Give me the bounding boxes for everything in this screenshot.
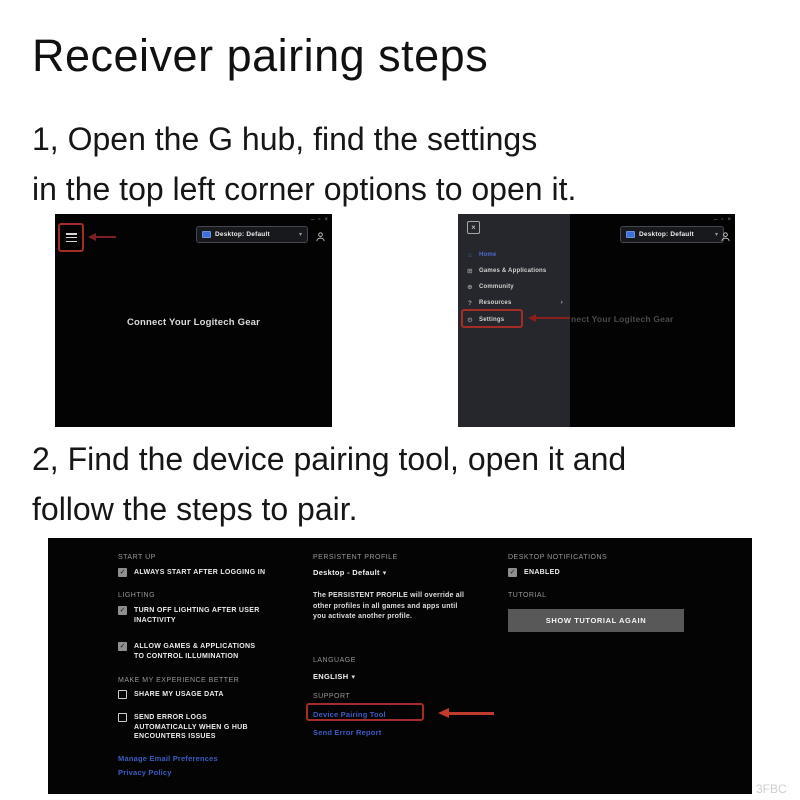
section-header-lighting: LIGHTING [118,592,156,599]
close-menu-icon[interactable]: × [467,221,480,234]
section-header-language: LANGUAGE [313,657,356,664]
ghub-settings-screenshot [48,538,752,794]
annotation-box-settings [461,309,523,328]
chevron-down-icon: ▾ [298,232,302,238]
annotation-box-menu [58,223,84,252]
persistent-profile-note: The PERSISTENT PROFILE will override all other profiles in all games and apps until you activate another profile. [313,592,465,620]
ghub-menu-screenshot [458,214,735,427]
maximize-icon[interactable]: ▫ [721,217,724,223]
window-controls [311,216,328,224]
menu-item-community[interactable] [458,279,570,295]
home-icon: ⌂ [467,251,473,259]
checkbox-send-error-logs[interactable]: SEND ERROR LOGS AUTOMATICALLY WHEN G HUB ENCOUNTERS ISSUES [118,713,262,742]
checkbox-icon[interactable]: ✓ [509,569,516,576]
gear-icon: ⚙ [466,317,474,324]
connect-gear-text-dimmed: nect Your Logitech Gear [571,314,674,324]
chevron-down-icon: ▾ [714,232,718,238]
step1-line1: 1, Open the G hub, find the settings [32,121,538,157]
close-icon[interactable]: × [324,217,328,223]
checkbox-always-start[interactable]: ✓ ALWAYS START AFTER LOGGING IN [119,569,266,576]
checkbox-icon[interactable] [118,713,127,722]
step1-line2: in the top left corner options to open it. [32,171,577,207]
watermark-text: 3FBC [756,782,787,796]
section-header-experience: MAKE MY EXPERIENCE BETTER [118,677,240,684]
user-avatar-icon[interactable] [720,229,731,247]
ghub-home-screenshot [55,214,332,427]
persistent-profile-dropdown[interactable]: Desktop - Default ▾ [313,568,387,577]
window-controls [714,216,731,224]
user-avatar-icon[interactable] [315,229,326,247]
maximize-icon[interactable]: ▫ [318,217,321,223]
section-header-support: SUPPORT [313,693,351,700]
checkbox-icon[interactable] [118,690,127,699]
minimize-icon[interactable]: – [714,217,718,223]
section-header-persistent-profile: PERSISTENT PROFILE [313,554,398,561]
minimize-icon[interactable]: – [311,217,315,223]
step2-line2: follow the steps to pair. [32,491,358,527]
step1-text [32,114,576,214]
close-icon[interactable]: × [727,217,731,223]
checkbox-share-usage[interactable]: SHARE MY USAGE DATA [118,690,224,700]
section-header-startup: START UP [118,554,156,561]
annotation-arrow-settings [528,314,572,322]
menu-item-label: Community [479,284,514,290]
profile-dropdown[interactable] [196,226,308,243]
step2-line1: 2, Find the device pairing tool, open it and [32,441,627,477]
grid-icon: ⊞ [467,268,473,275]
annotation-arrow-pairing-tool [438,708,496,718]
settings-column-startup [118,538,303,794]
profile-dropdown-label: Desktop: Default [639,231,694,238]
chevron-right-icon: › [560,300,563,306]
menu-item-label: Settings [479,317,505,323]
connect-gear-text: Connect Your Logitech Gear [126,317,261,328]
section-header-tutorial: TUTORIAL [508,592,547,599]
link-privacy-policy[interactable]: Privacy Policy [118,768,172,777]
section-header-desktop-notifications: DESKTOP NOTIFICATIONS [508,554,608,561]
settings-column-profile [313,538,488,794]
link-device-pairing-tool[interactable]: Device Pairing Tool [313,710,386,719]
checkbox-turn-off-lighting[interactable]: ✓ TURN OFF LIGHTING AFTER USER INACTIVITY [119,607,260,624]
settings-column-notifications [508,538,718,794]
menu-item-home[interactable] [458,247,570,263]
menu-item-label: Games & Applications [479,268,547,274]
link-manage-email-preferences[interactable]: Manage Email Preferences [118,754,218,763]
link-send-error-report[interactable]: Send Error Report [313,728,382,737]
menu-item-label: Resources [479,300,512,306]
annotation-arrow-menu [88,233,118,241]
menu-item-label: Home [479,252,497,258]
checkbox-allow-games-illumination[interactable]: ✓ ALLOW GAMES & APPLICATIONS TO CONTROL ILLUMINATION [119,643,256,660]
page-title: Receiver pairing steps [32,30,489,81]
desktop-icon [626,231,635,238]
checkbox-icon[interactable]: ✓ [119,569,126,576]
annotation-box-pairing-tool [306,703,424,721]
language-dropdown[interactable]: ENGLISH ▾ [313,672,356,681]
show-tutorial-again-button[interactable]: SHOW TUTORIAL AGAIN [508,609,684,632]
checkbox-icon[interactable]: ✓ [119,607,126,614]
help-icon: ? [467,299,473,307]
profile-dropdown[interactable] [620,226,724,243]
globe-icon: ⊕ [467,284,473,291]
checkbox-notifications-enabled[interactable]: ✓ ENABLED [509,569,560,576]
profile-dropdown-label: Desktop: Default [215,231,270,238]
chevron-down-icon: ▾ [382,570,387,577]
checkbox-icon[interactable]: ✓ [119,643,126,650]
desktop-icon [202,231,211,238]
chevron-down-icon: ▾ [351,674,356,681]
step2-text [32,434,626,534]
menu-item-games-applications[interactable] [458,263,570,279]
